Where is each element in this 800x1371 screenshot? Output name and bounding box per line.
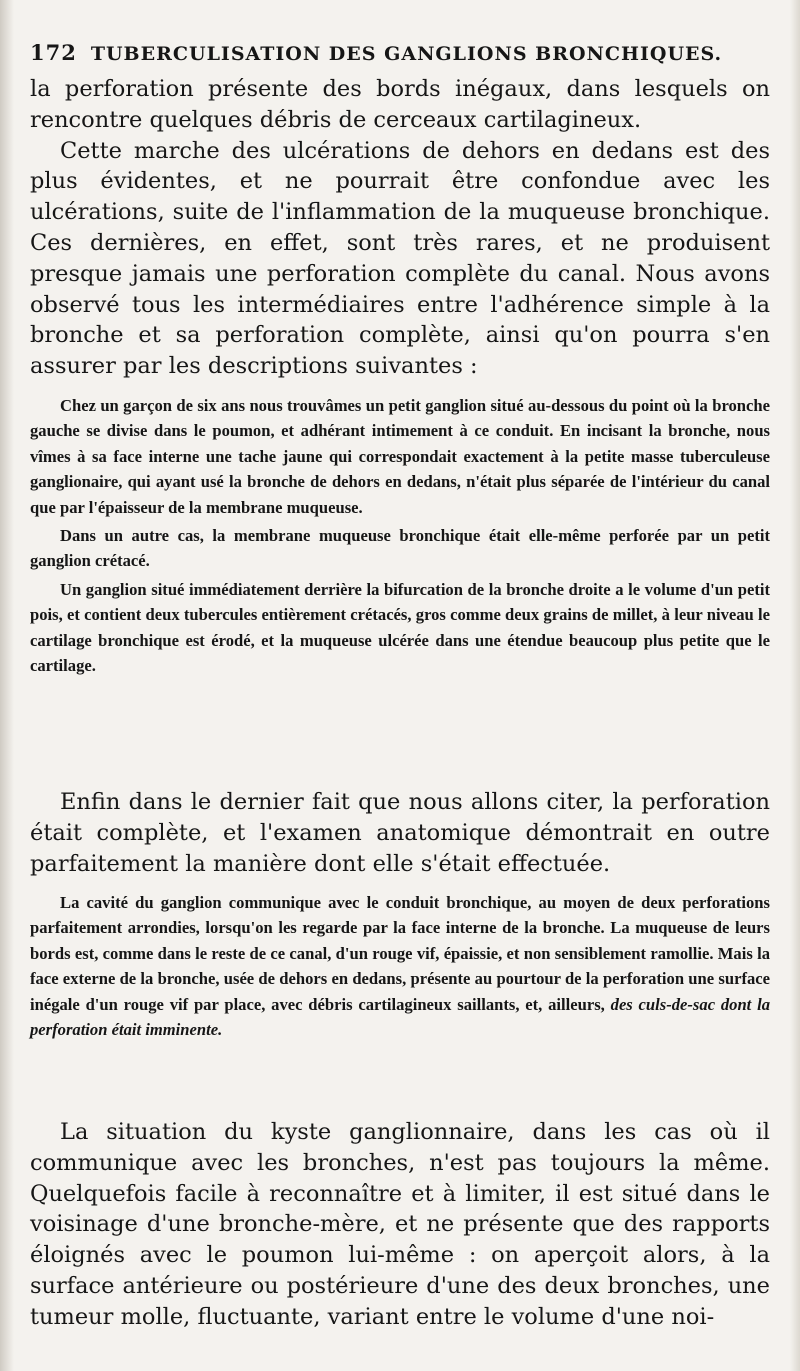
observation-italic-text: des culs-de-sac dont la perforation était imminente.: [30, 994, 770, 1040]
observation-text: La cavité du ganglion communique avec le conduit bronchique, au moyen de deux perforations parfaitement arrondies, lorsqu'on les regarde par la face interne de la bronche. La muqueuse de leurs bords est, comme dans le reste de ce canal, d'un rouge vif, épaissie, et non sensiblement ramollie. Mais la face externe de la bronche, usée de dehors en dedans, présente au pourtour de la perforation une surface inégale d'un rouge vif par place, avec débris cartilagineux saillants, et, ailleurs,: [30, 893, 770, 1014]
body-text-section-3: [30, 1117, 770, 1333]
running-header: [30, 40, 770, 65]
paragraph-continuation: la perforation présente des bords inégaux, dans lesquels on rencontre quelques débris de cerceaux cartilagineux.: [30, 76, 770, 133]
observation-boy-six-years: Chez un garçon de six ans nous trouvâmes un petit ganglion situé au-dessous du point où la bronche gauche se divise dans le poumon, et adhérant intimement à ce conduit. En incisant la bronche, nous vîmes à sa face interne une tache jaune qui correspondait exactement à la petite masse tuberculeuse ganglionaire, qui ayant usé la bronche de dehors en dedans, n'était plus séparée de l'intérieur du canal que par l'épaisseur de la membrane muqueuse.: [30, 396, 770, 517]
observation-bifurcation-ganglion: Un ganglion situé immédiatement derrière la bifurcation de la bronche droite a le volume d'un petit pois, et contient deux tubercules entièrement crétacés, gros comme deux grains de millet, à leur niveau le cartilage bronchique est érodé, et la muqueuse ulcérée dans une étendue beaucoup plus petite que le cartilage.: [30, 579, 770, 676]
observation-block-2: [30, 890, 770, 1042]
paragraph-last-case: Enfin dans le dernier fait que nous allons citer, la perforation était complète, et l'examen anatomique démontrait en outre parfaitement la manière dont elle s'était effectuée.: [30, 789, 770, 877]
observation-cretaceous-ganglion: Dans un autre cas, la membrane muqueuse bronchique était elle-même perforée par un petit ganglion crétacé.: [30, 526, 770, 571]
page-number: 172: [30, 40, 77, 65]
observation-block-1: [30, 393, 770, 678]
observation-ganglion-cavity: [30, 890, 770, 1042]
page-edge-shadow-right: [790, 0, 800, 1371]
body-text-section-1: [30, 74, 770, 382]
body-text-section-2: [30, 787, 770, 879]
paragraph-cyst-situation: La situation du kyste ganglionnaire, dans les cas où il communique avec les bronches, n'est pas toujours la même. Quelquefois facile à reconnaître et à limiter, il est situé dans le voisinage d'une bronche-mère, et ne présente que des rapports éloignés avec le poumon lui-même : on aperçoit alors, à la surface antérieure ou postérieure d'une des deux bronches, une tumeur molle, fluctuante, variant entre le volume d'une noi-: [30, 1119, 770, 1330]
page-edge-shadow-left: [0, 0, 14, 1371]
running-title: TUBERCULISATION DES GANGLIONS BRONCHIQUES.: [90, 43, 723, 65]
paragraph-ulcerations: Cette marche des ulcérations de dehors en dedans est des plus évidentes, et ne pourrait être confondue avec les ulcérations, suite de l'inflammation de la muqueuse bronchique. Ces dernières, en effet, sont très rares, et ne produisent presque jamais une perforation complète du canal. Nous avons observé tous les intermédiaires entre l'adhérence simple à la bronche et sa perforation complète, ainsi qu'on pourra s'en assurer par les descriptions suivantes :: [30, 137, 770, 380]
